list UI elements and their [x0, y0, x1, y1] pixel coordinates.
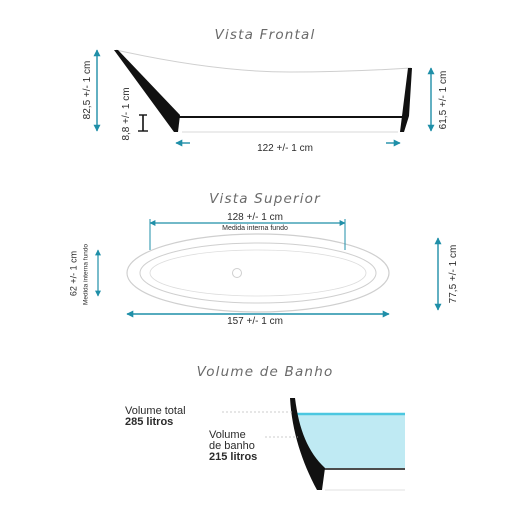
volume-total-label: Volume total: [125, 405, 186, 417]
top-total-width-label: 157 +/- 1 cm: [227, 316, 283, 327]
volume-bath-value: 215 litros: [209, 451, 258, 463]
frontal-tub-shape: [114, 50, 412, 132]
frontal-view-title: Vista Frontal: [214, 27, 316, 43]
top-inner-depth-note: Medida interna fundo: [82, 243, 90, 306]
frontal-total-height-label: 82,5 +/- 1 cm: [82, 60, 93, 120]
top-total-depth-label: 77,5 +/- 1 cm: [448, 244, 459, 304]
volume-bath-label-line1: Volume: [209, 429, 246, 441]
volume-total-value: 285 litros: [125, 416, 174, 428]
frontal-base-width-label: 122 +/- 1 cm: [257, 143, 313, 154]
top-view-title: Vista Superior: [209, 191, 321, 207]
frontal-foot-height-label: 8,8 +/- 1 cm: [121, 87, 132, 141]
top-inner-width-note: Medida interna fundo: [222, 225, 288, 232]
top-view-tub-shape: [127, 234, 389, 312]
top-inner-width-label: 128 +/- 1 cm: [227, 212, 283, 223]
frontal-right-height-label: 61,5 +/- 1 cm: [438, 70, 449, 130]
bath-volume-title: Volume de Banho: [196, 364, 334, 380]
top-inner-depth-label: 62 +/- 1 cm: [68, 250, 79, 297]
volume-bath-label-line2: de banho: [209, 440, 255, 452]
frontal-dimension-lines: [97, 50, 431, 143]
